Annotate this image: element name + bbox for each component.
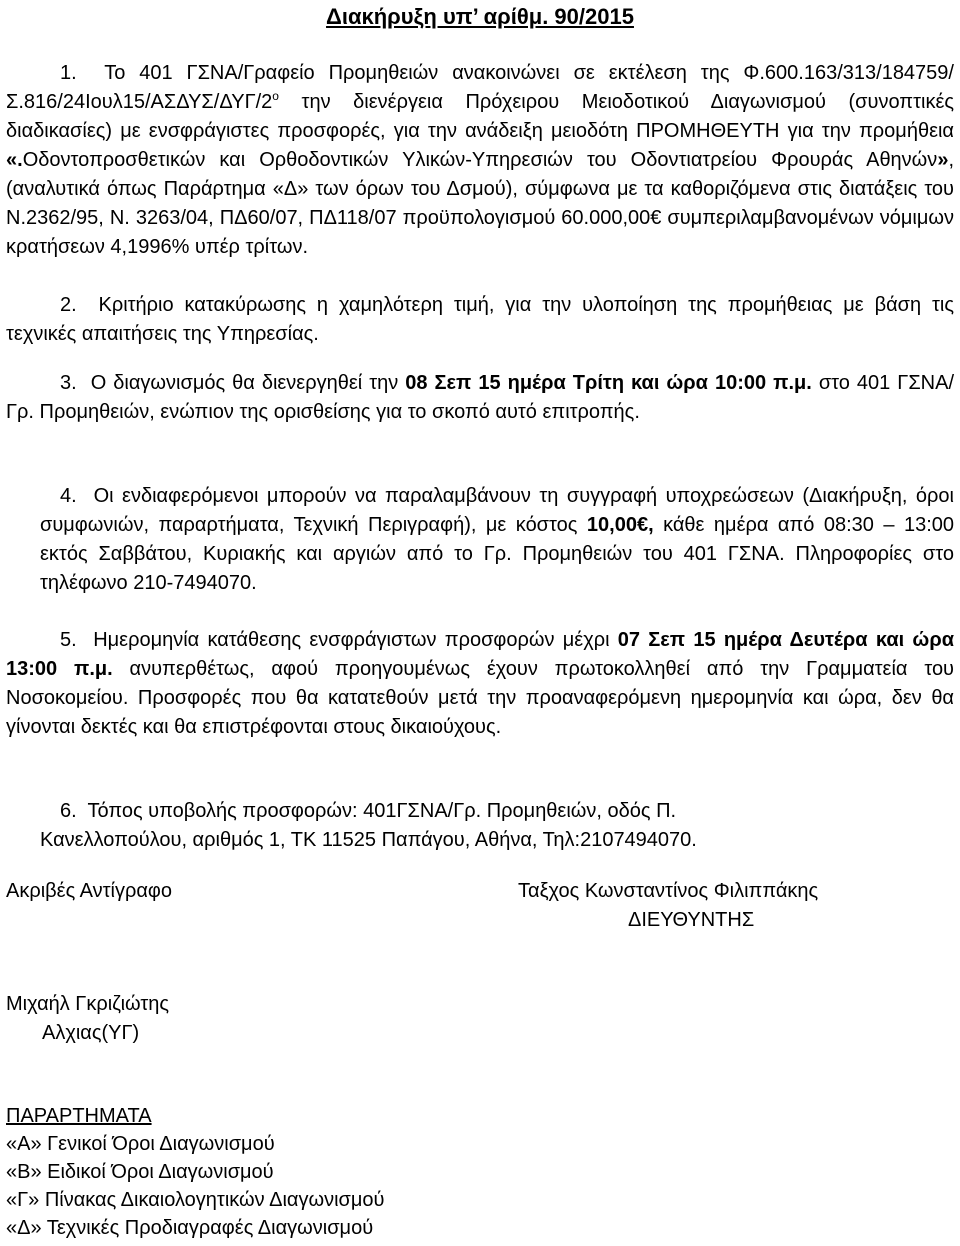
annex-heading: ΠΑΡΑΡΤΗΜΑΤΑ	[6, 1105, 152, 1127]
bold-text: 10,00€,	[586, 514, 654, 536]
paragraph-text: στο 401 ΓΣΝΑ/Γρ. Προμηθειών, ενώπιον της ορισθείσης για το σκοπό αυτό επιτροπής.	[6, 372, 955, 423]
paragraph-text: Κανελλοπούλου, αριθμός 1, ΤΚ 11525 Παπάγου, Αθήνα, Τηλ:2107494070.	[40, 829, 697, 851]
paragraph-text: Ημερομηνία κατάθεσης ενσφράγιστων προσφορών μέχρι	[93, 629, 618, 651]
annex-item: «Γ» Πίνακας Δικαιολογητικών Διαγωνισμού	[6, 1189, 385, 1211]
paragraph-4	[40, 482, 954, 598]
annex-item: «Δ» Τεχνικές Προδιαγραφές Διαγωνισμού	[6, 1217, 374, 1239]
paragraph-6	[40, 797, 954, 855]
paragraph-text: Οι ενδιαφερόμενοι μπορούν να παραλαμβάνουν τη συγγραφή υποχρεώσεων (Διακήρυξη, όροι συμφωνιών, παραρτήματα, Τεχνική Περιγραφή), με κόστος	[40, 485, 954, 536]
paragraph-number: 6.	[60, 800, 77, 822]
paragraph-2	[6, 291, 954, 349]
paragraph-number: 5.	[60, 629, 77, 651]
bold-text: »	[937, 149, 949, 171]
paragraph-text: την διενέργεια Πρόχειρου Μειοδοτικού Διαγωνισμού (συνοπτικές διαδικασίες) με ενσφράγιστες προσφορές, για την ανάδειξη μειοδότη ΠΡΟΜΗΘΕΥΤΗ για την προμήθεια	[6, 91, 954, 142]
paragraph-text: , (αναλυτικά όπως Παράρτημα «Δ» των όρων του Δσμού), σύμφωνα με τα καθοριζόμενα στις διατάξεις του Ν.2362/95, Ν. 3263/04, ΠΔ60/07, ΠΔ118/07 προϋπολογισμού 60.000,00€ συμπεριλαμβανομένων νόμιμων κρατήσεων 4,1996% υπέρ τρίτων.	[6, 149, 954, 258]
certified-copy-label: Ακριβές Αντίγραφο	[6, 880, 173, 902]
director-title: ΔΙΕΥΘΥΝΤΗΣ	[628, 909, 755, 931]
superscript: ο	[272, 89, 279, 103]
paragraph-text: Κριτήριο κατακύρωσης η χαμηλότερη τιμή, για την υλοποίηση της προμήθειας με βάση τις τεχνικές απαιτήσεις της Υπηρεσίας.	[6, 294, 954, 345]
certifier-name: Μιχαήλ Γκριζιώτης	[6, 993, 170, 1015]
director-signature	[518, 877, 898, 935]
paragraph-3	[6, 369, 954, 427]
certifier-title: Αλχιας(ΥΓ)	[42, 1022, 140, 1044]
paragraph-1	[6, 59, 954, 262]
paragraph-number: 2.	[60, 294, 77, 316]
paragraph-number: 4.	[60, 485, 77, 507]
director-name: Ταξχος Κωνσταντίνος Φιλιππάκης	[518, 880, 819, 902]
paragraph-number: 3.	[60, 372, 77, 394]
document-title: Διακήρυξη υπ’ αρίθμ. 90/2015	[326, 4, 634, 29]
paragraph-text: Το 401 ΓΣΝΑ/Γραφείο Προμηθειών ανακοινώνει σε εκτέλεση της Φ.600.163/313/184759/Σ.816/24Ιουλ15/ΑΣΔΥΣ/ΔΥΓ/2	[6, 62, 954, 113]
certifier-signature	[6, 990, 169, 1048]
paragraph-text: Οδοντοπροσθετικών και Ορθοδοντικών Υλικών-Υπηρεσιών του Οδοντιατρείου Φρουράς Αθηνών	[22, 149, 938, 171]
paragraph-text: Ο διαγωνισμός θα διενεργηθεί την	[90, 372, 406, 394]
annex-item: «Α» Γενικοί Όροι Διαγωνισμού	[6, 1133, 275, 1155]
bold-text: 08 Σεπ 15 ημέρα Τρίτη και ώρα 10:00 π.μ.	[405, 372, 812, 394]
paragraph-text: κάθε ημέρα από 08:30 – 13:00 εκτός Σαββάτου, Κυριακής και αργιών από το Γρ. Προμηθειών του 401 ΓΣΝΑ. Πληροφορίες στο τηλέφωνο 210-7494070.	[40, 514, 954, 594]
annex-list	[6, 1102, 384, 1242]
annex-item: «Β» Ειδικοί Όροι Διαγωνισμού	[6, 1161, 274, 1183]
bold-text: «.	[6, 149, 23, 171]
bold-text: 07 Σεπ 15 ημέρα Δευτέρα και ώρα 13:00 π.μ.	[6, 629, 954, 680]
paragraph-5	[6, 626, 954, 742]
paragraph-text: ανυπερθέτως, αφού προηγουμένως έχουν πρωτοκολληθεί από την Γραμματεία του Νοσοκομείου. Προσφορές που θα κατατεθούν μετά την προαναφερόμενη ημερομηνία και ώρα, δεν θα γίνονται δεκτές και θα επιστρέφονται στους δικαιούχους.	[6, 658, 954, 738]
paragraph-text: Τόπος υποβολής προσφορών: 401ΓΣΝΑ/Γρ. Προμηθειών, οδός Π.	[87, 800, 677, 822]
paragraph-number: 1.	[60, 62, 77, 84]
